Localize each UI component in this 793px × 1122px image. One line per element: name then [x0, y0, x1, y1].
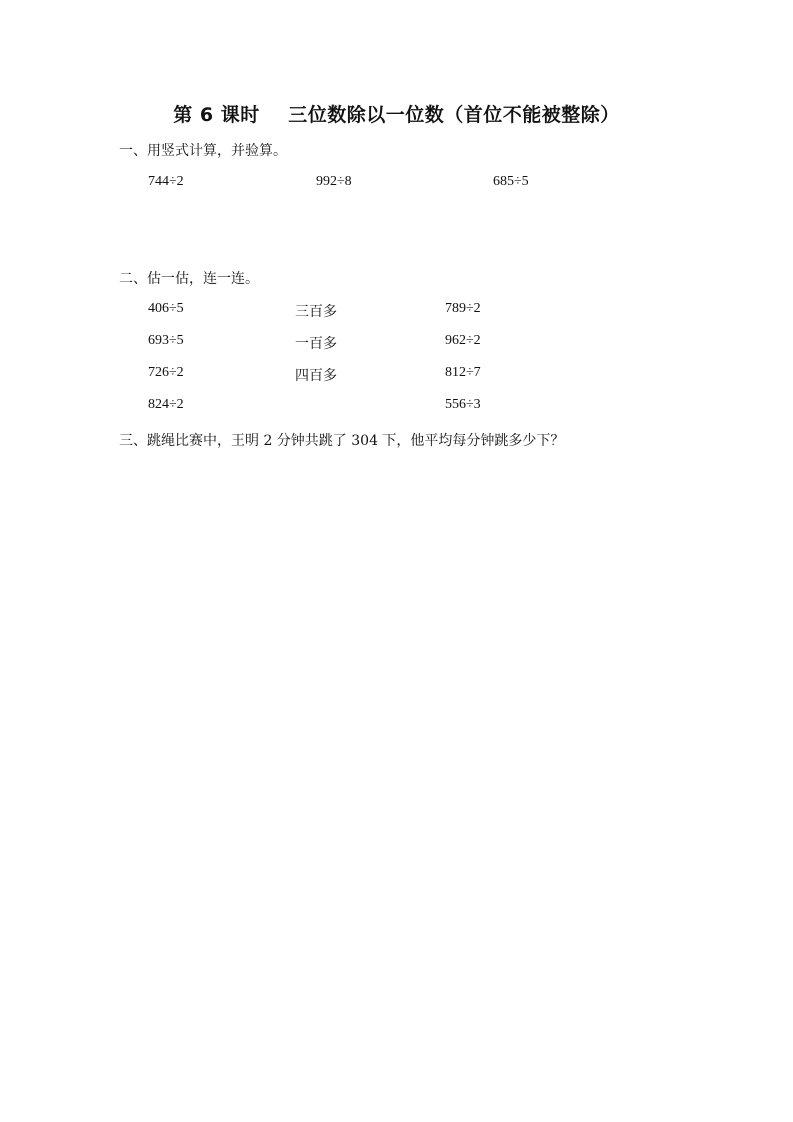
q2-left-item: 824÷2 [148, 397, 184, 412]
q2-heading: 二、估一估，连一连。 [119, 271, 259, 287]
q2-middle-item: 一百多 [295, 336, 337, 352]
q2-middle-item: 四百多 [295, 368, 337, 384]
q2-left-item: 726÷2 [148, 365, 184, 380]
q1-item: 744÷2 [148, 174, 184, 189]
q2-right-item: 789÷2 [445, 301, 481, 316]
q2-right-item: 556÷3 [445, 397, 481, 412]
q1-item: 685÷5 [493, 174, 529, 189]
page-title: 第 6 课时 三位数除以一位数（首位不能被整除） [173, 104, 620, 126]
q1-heading: 一、用竖式计算，并验算。 [119, 143, 287, 159]
q2-left-item: 406÷5 [148, 301, 184, 316]
q2-right-item: 812÷7 [445, 365, 481, 380]
q3-heading: 三、跳绳比赛中，王明 2 分钟共跳了 304 下，他平均每分钟跳多少下？ [119, 433, 565, 449]
q2-right-item: 962÷2 [445, 333, 481, 348]
q2-middle-item: 三百多 [295, 304, 337, 320]
q2-left-item: 693÷5 [148, 333, 184, 348]
q1-item: 992÷8 [316, 174, 352, 189]
